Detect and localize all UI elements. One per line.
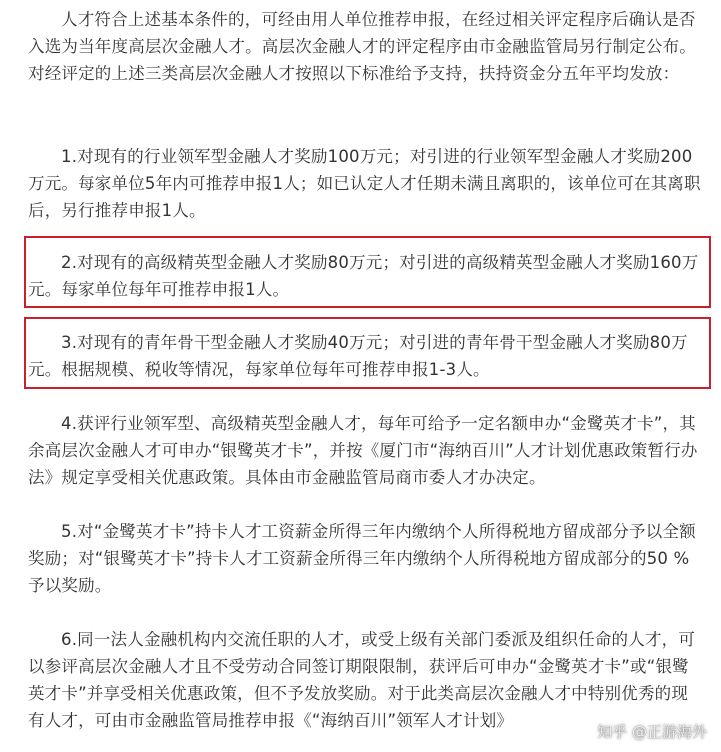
item-4-paragraph: 4.获评行业领军型、高级精英型金融人才，每年可给予一定名额申办“金鹭英才卡”，其余高层次金融人才可申办“银鹭英才卡”，并按《厦门市“海纳百川”人才计划优惠政策暂行办法》规定享受相关优惠政策。具体由市金融监管局商市委人才办决定。 (28, 414, 698, 487)
item-3-paragraph: 3.对现有的青年骨干型金融人才奖励40万元；对引进的青年骨干型金融人才奖励80万元。根据规模、税收等情况，每家单位每年可推荐申报1-3人。 (28, 333, 688, 379)
zhihu-watermark: 知乎 @正游海外 (597, 723, 707, 741)
item-6-paragraph: 6.同一法人金融机构内交流任职的人才，或受上级有关部门委派及组织任命的人才，可以参评高层次金融人才且不受劳动合同签订期限限制，获评后可申办“金鹭英才卡”或“银鹭英才卡”并享受相关优惠政策，但不予发放奖励。对于此类高层次金融人才中特别优秀的现有人才，可由市金融监管局推荐申报《“海纳百川”领军人才计划》 (28, 630, 696, 730)
item-2-paragraph: 2.对现有的高级精英型金融人才奖励80万元；对引进的高级精英型金融人才奖励160万元。每家单位每年可推荐申报1人。 (28, 253, 699, 299)
item-5-paragraph: 5.对“金鹭英才卡”持卡人才工资薪金所得三年内缴纳个人所得税地方留成部分予以全额奖励；对“银鹭英才卡”持卡人才工资薪金所得三年内缴纳个人所得税地方留成部分的50 %予以奖励。 (28, 522, 696, 595)
item-1-paragraph: 1.对现有的行业领军型金融人才奖励100万元；对引进的行业领军型金融人才奖励200万元。每家单位5年内可推荐申报1人；如已认定人才任期未满且离职的，该单位可在其离职后，另行推荐申报1人。 (28, 147, 701, 220)
intro-paragraph: 人才符合上述基本条件的，可经由用人单位推荐申报，在经过相关评定程序后确认是否入选为当年度高层次金融人才。高层次金融人才的评定程序由市金融监管局另行制定公布。对经评定的上述三类高层次金融人才按照以下标准给予支持，扶持资金分五年平均发放： (28, 10, 696, 83)
